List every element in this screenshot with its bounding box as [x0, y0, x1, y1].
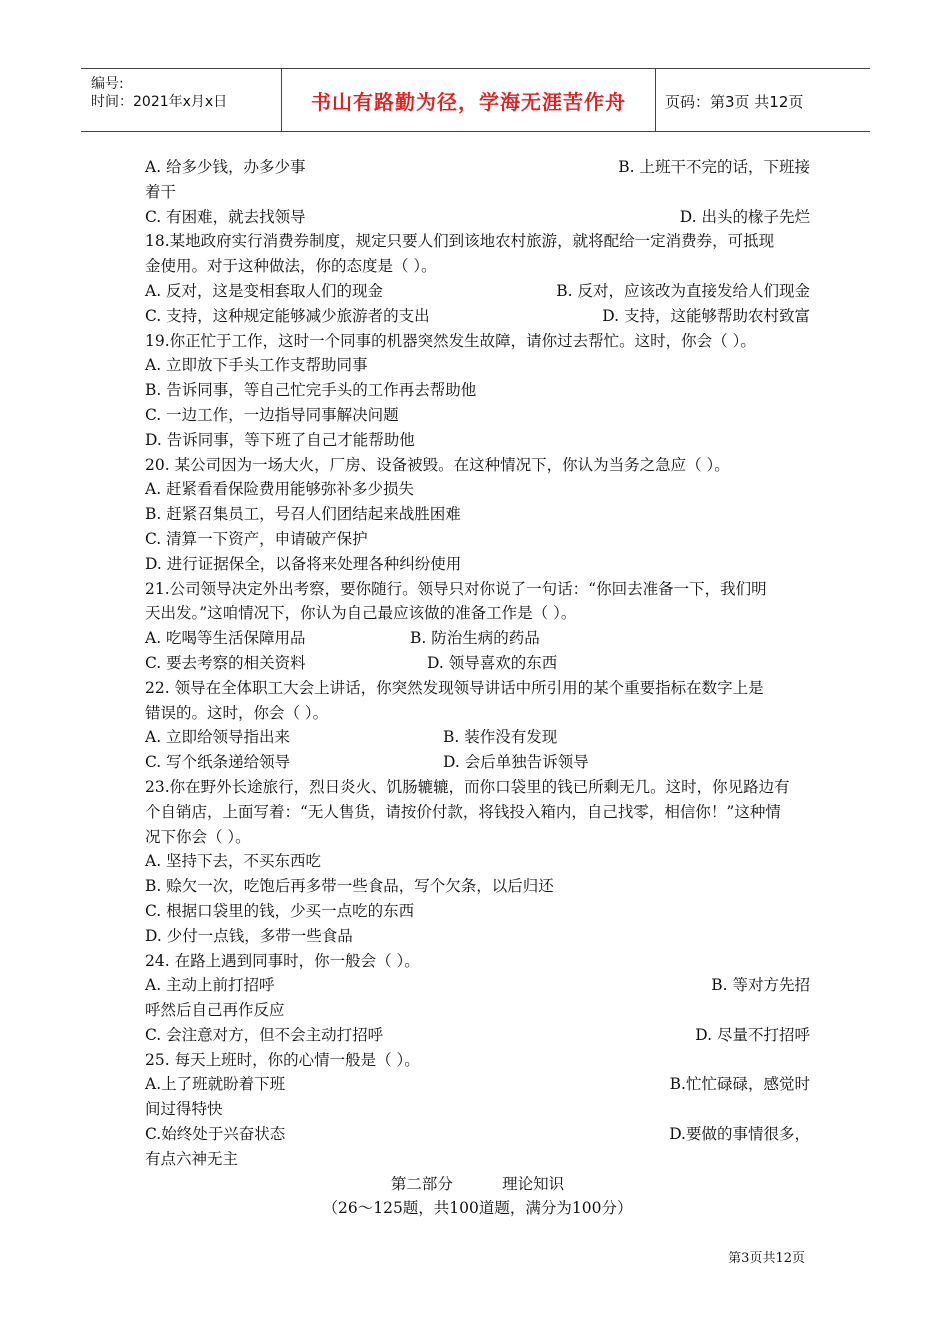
text-line-left: C. 支持，这种规定能够减少旅游者的支出: [145, 306, 430, 325]
header-motto-cell: [281, 69, 656, 131]
text-line: [145, 1147, 810, 1172]
header-page-number: 页码：第3页 共12页: [665, 93, 804, 111]
section-title: 第二部分 理论知识: [390, 1174, 565, 1193]
text-line: [145, 676, 810, 701]
motto: 书山有路勤为径，学海无涯苦作舟: [311, 90, 626, 114]
text-line-left: D. 少付一点钱，多带一些食品: [145, 926, 353, 945]
text-line-right: B. 等对方先招: [711, 976, 810, 995]
text-line: [145, 1072, 810, 1097]
text-line: [145, 502, 810, 527]
text-line-left: A. 给多少钱，办多少事: [145, 158, 306, 176]
text-line-left: A. 吃喝等生活保障用品: [145, 629, 306, 648]
text-line: [145, 874, 810, 899]
text-line-left: A. 主动上前打招呼: [145, 976, 275, 995]
text-line: [145, 825, 810, 850]
text-line: [145, 701, 810, 726]
text-line-right: B.忙忙碌碌，感觉时: [669, 1075, 810, 1094]
text-line-left: 24. 在路上遇到同事时，你一般会（ ）。: [145, 951, 420, 970]
text-line-right: D. 支持，这能够帮助农村致富: [602, 306, 810, 325]
text-line-left: A.上了班就盼着下班: [145, 1075, 286, 1094]
serial-label: 编号:: [91, 76, 124, 92]
header-meta: [81, 69, 281, 131]
text-line-right: D. 尽量不打招呼: [695, 1025, 810, 1044]
text-line: [145, 1023, 810, 1048]
text-line: [145, 477, 810, 502]
text-line: [145, 155, 810, 180]
text-line: [145, 403, 810, 428]
text-line: [145, 254, 810, 279]
text-line-right: D. 出头的椽子先烂: [679, 207, 810, 226]
text-line-left: C. 要去考察的相关资料: [145, 653, 306, 672]
text-line-left: 着干: [145, 182, 177, 201]
document-body: [145, 155, 810, 1221]
text-line-left: C. 有困难，就去找领导: [145, 207, 306, 226]
text-line: [145, 725, 810, 750]
text-line-middle: B. 装作没有发现: [443, 728, 558, 747]
text-line: [145, 626, 810, 651]
text-line: [145, 527, 810, 552]
text-line-left: 间过得特快: [145, 1100, 223, 1119]
text-line-left: C. 写个纸条递给领导: [145, 753, 291, 772]
text-line-left: 22. 领导在全体职工大会上讲话，你突然发现领导讲话中所引用的某个重要指标在数字上是: [145, 678, 764, 697]
text-line: [145, 800, 810, 825]
text-line: [145, 973, 810, 998]
text-line: [145, 304, 810, 329]
text-line-left: 个自销店，上面写着：“无人售货，请按价付款，将钱投入箱内，自己找零，相信你！”这种情: [145, 802, 781, 821]
text-line-left: C. 根据口袋里的钱，少买一点吃的东西: [145, 901, 415, 920]
header-page-cell: [655, 69, 870, 131]
text-line-left: B. 赊欠一次，吃饱后再多带一些食品，写个欠条，以后归还: [145, 877, 554, 896]
text-line-right: D.要做的事情很多，: [669, 1125, 810, 1144]
text-line-left: 呼然后自己再作反应: [145, 1001, 285, 1020]
text-line-left: 金使用。对于这种做法，你的态度是（ ）。: [145, 257, 437, 276]
text-line-left: C. 一边工作，一边指导同事解决问题: [145, 405, 399, 424]
text-line-left: 23.你在野外长途旅行，烈日炎火、饥肠辘辘，而你口袋里的钱已所剩无几。这时，你见路边有: [145, 777, 790, 796]
text-line-left: A. 立即给领导指出来: [145, 728, 291, 747]
text-line-left: A. 赶紧看看保险费用能够弥补多少损失: [145, 480, 415, 499]
text-line: [145, 329, 810, 354]
text-line-left: B. 赶紧召集员工，号召人们团结起来战胜困难: [145, 505, 461, 524]
text-line-left: A. 立即放下手头工作支帮助同事: [145, 356, 368, 375]
text-line-middle: D. 领导喜欢的东西: [427, 653, 558, 672]
text-line-left: 21.公司领导决定外出考察，要你随行。领导只对你说了一句话：“你回去准备一下，我们明: [145, 579, 767, 598]
text-line-middle: D. 会后单独告诉领导: [443, 753, 589, 772]
text-line: [145, 378, 810, 403]
text-line-left: 况下你会（ ）。: [145, 827, 251, 846]
text-line: [145, 949, 810, 974]
section-subtitle: （26～125题，共100道题，满分为100分）: [322, 1199, 633, 1218]
page-header: [81, 68, 870, 132]
text-line-left: 25. 每天上班时，你的心情一般是（ ）。: [145, 1050, 420, 1069]
text-line-right: B. 上班干不完的话，下班接: [618, 158, 810, 176]
text-line: [145, 849, 810, 874]
text-line: [145, 1097, 810, 1122]
text-line: [145, 180, 810, 205]
text-line-left: 有点六神无主: [145, 1149, 239, 1168]
date-label: 时间：2021年x月x日: [91, 94, 228, 110]
text-line: [145, 899, 810, 924]
text-line-left: B. 告诉同事，等自己忙完手头的工作再去帮助他: [145, 381, 477, 400]
text-line-left: A. 反对，这是变相套取人们的现金: [145, 281, 384, 300]
text-line: [145, 205, 810, 230]
text-line: [145, 279, 810, 304]
text-line: [145, 924, 810, 949]
text-line-middle: B. 防治生病的药品: [410, 629, 540, 648]
text-line-left: C. 清算一下资产，申请破产保护: [145, 529, 368, 548]
text-line: [145, 229, 810, 254]
text-line: [145, 601, 810, 626]
text-line-left: C.始终处于兴奋状态: [145, 1125, 286, 1144]
text-line: [145, 998, 810, 1023]
text-line-left: 20. 某公司因为一场大火，厂房、设备被毁。在这种情况下，你认为当务之急应（ ）。: [145, 455, 730, 474]
text-line-right: B. 反对，应该改为直接发给人们现金: [556, 281, 810, 300]
text-line-left: A. 坚持下去，不买东西吃: [145, 852, 322, 871]
text-line: [145, 1122, 810, 1147]
page-footer: 第3页共12页: [728, 1251, 805, 1266]
text-line: [145, 453, 810, 478]
text-line-left: C. 会注意对方，但不会主动打招呼: [145, 1025, 384, 1044]
text-line-left: 天出发。”这咱情况下，你认为自己最应该做的准备工作是（ ）。: [145, 604, 577, 623]
text-line-left: D. 告诉同事，等下班了自己才能帮助他: [145, 430, 415, 449]
text-line: [145, 651, 810, 676]
text-line: [145, 428, 810, 453]
text-line: [145, 577, 810, 602]
text-line: [145, 552, 810, 577]
text-line: [145, 1048, 810, 1073]
text-line: [145, 775, 810, 800]
text-line-left: 18.某地政府实行消费券制度，规定只要人们到该地农村旅游，就将配给一定消费券，可抵现: [145, 232, 775, 251]
text-line-left: 19.你正忙于工作，这时一个同事的机器突然发生故障，请你过去帮忙。这时，你会（ ）。: [145, 331, 756, 350]
text-line: [145, 353, 810, 378]
text-line: [145, 750, 810, 775]
text-line-left: 错误的。这时，你会（ ）。: [145, 703, 329, 722]
text-line-left: D. 进行证据保全，以备将来处理各种纠纷使用: [145, 554, 462, 573]
